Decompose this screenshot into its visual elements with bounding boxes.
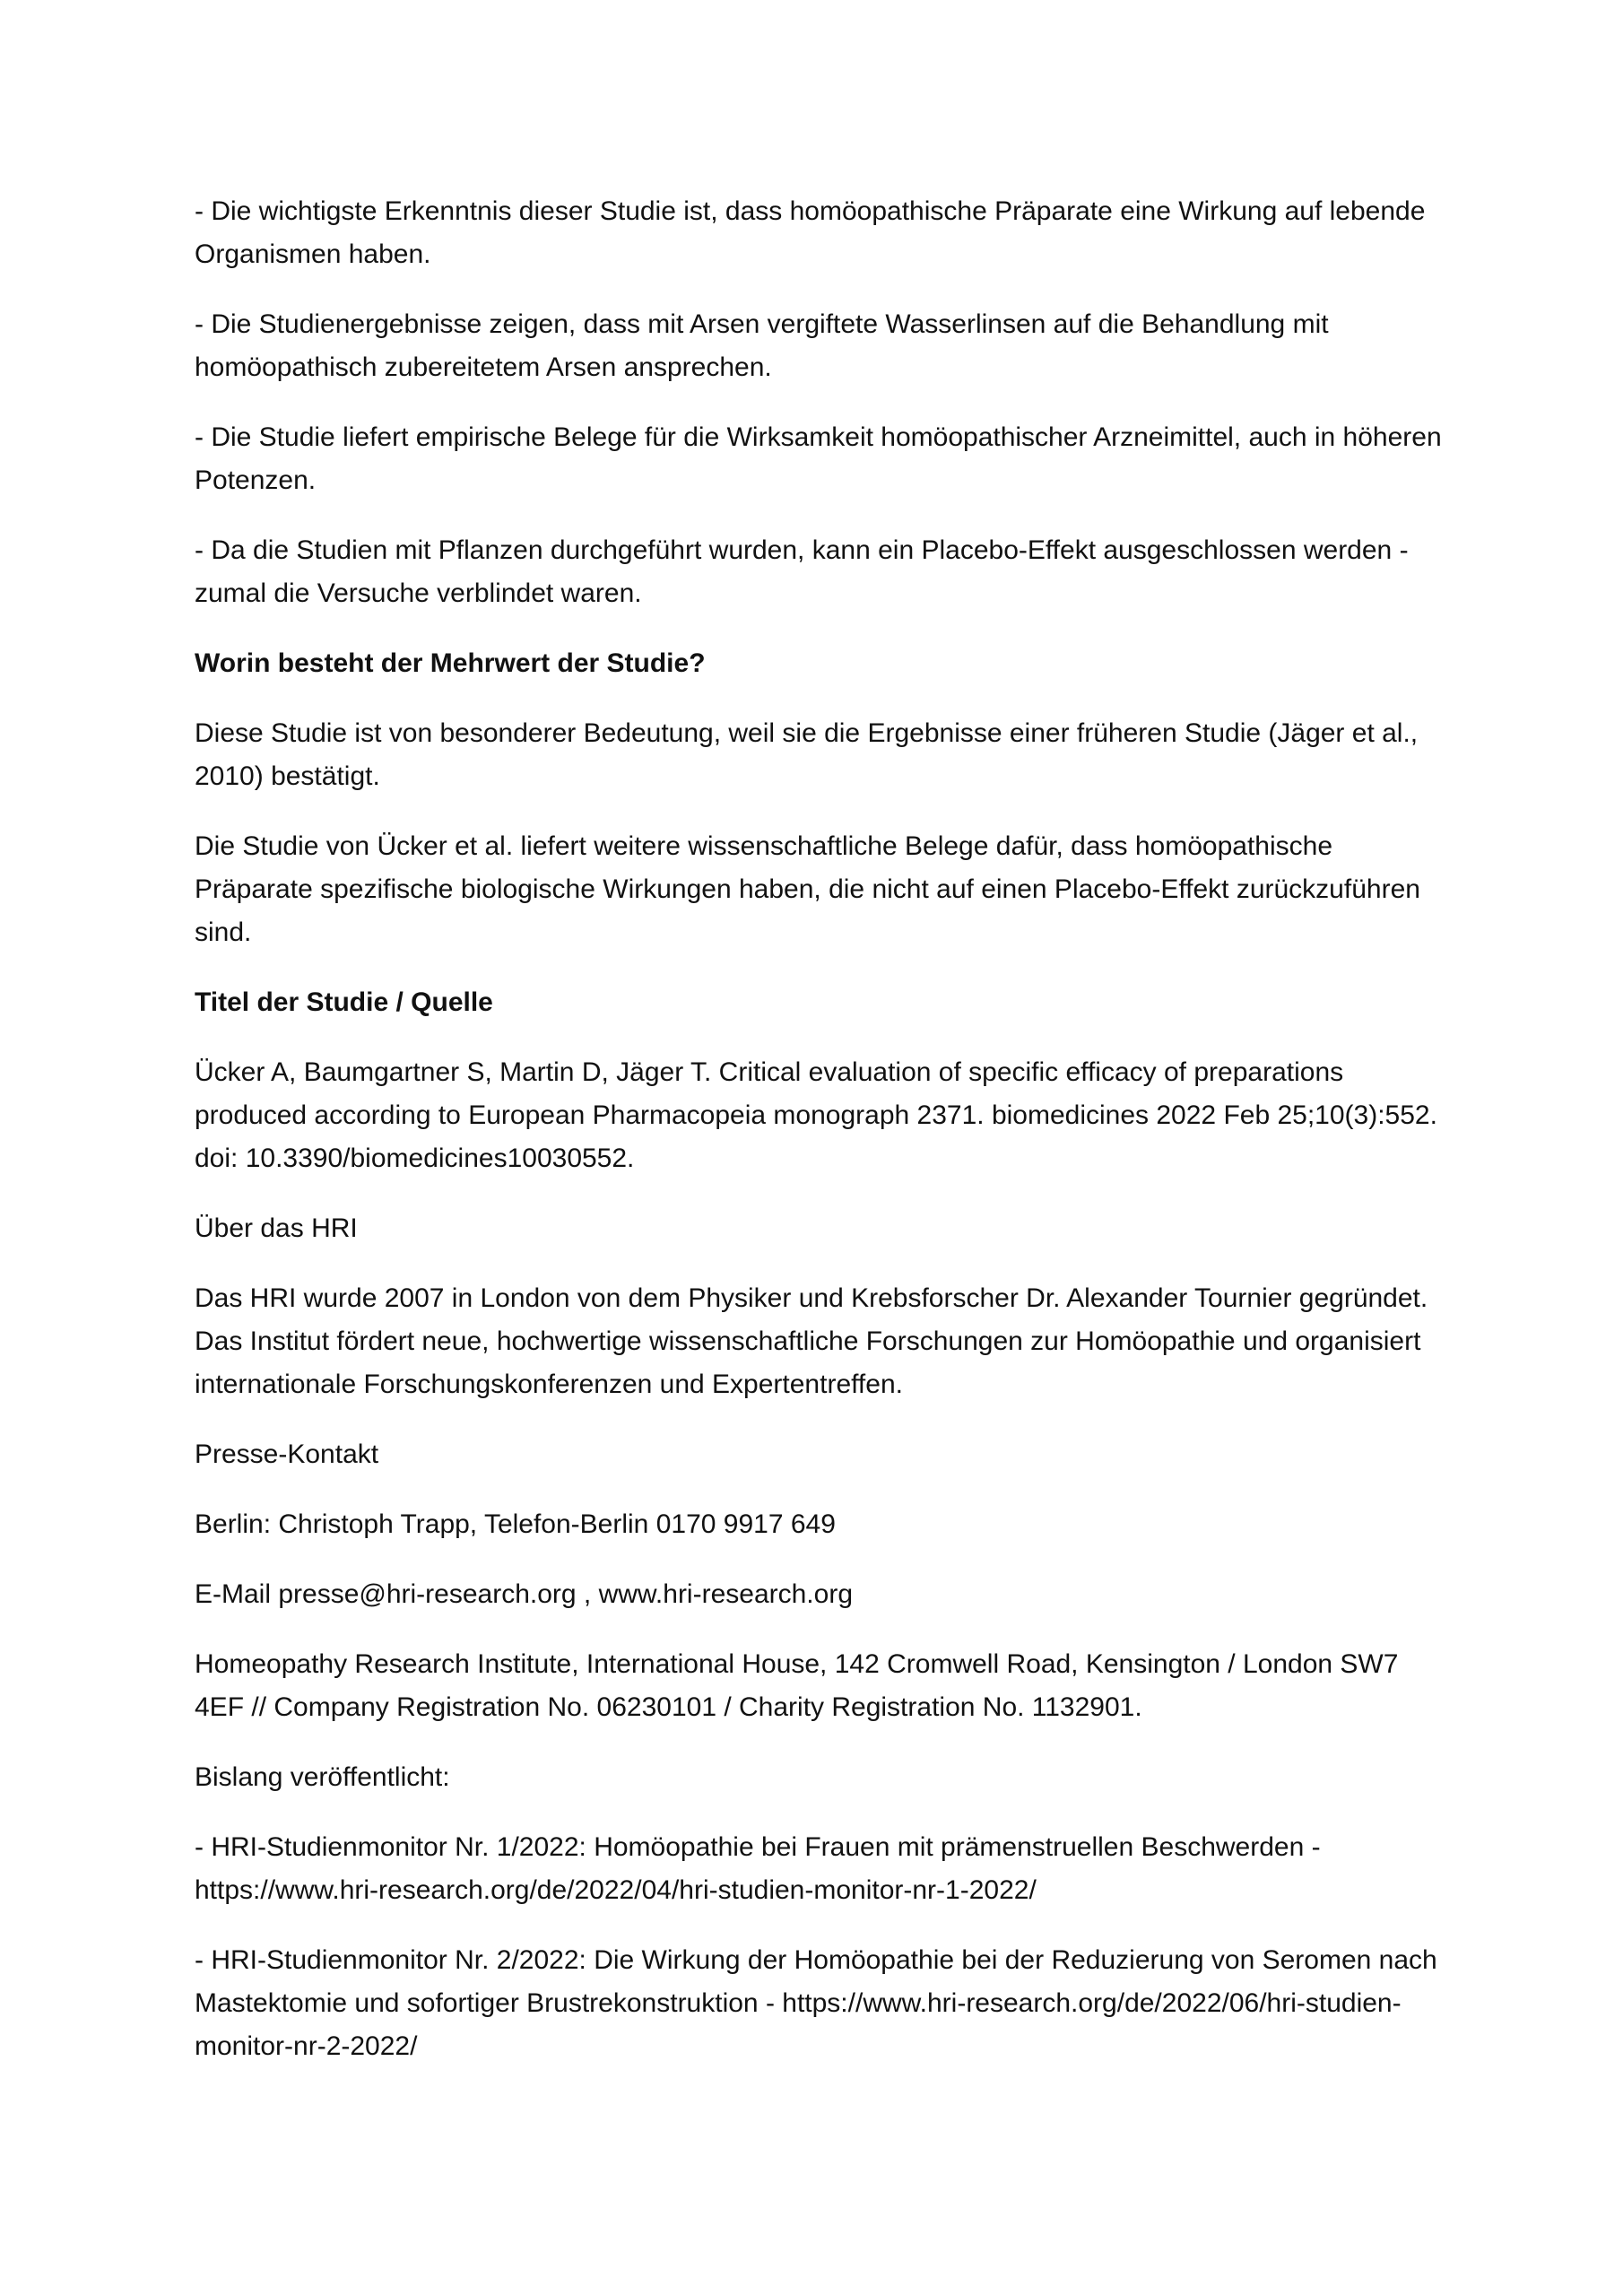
published-item: - HRI-Studienmonitor Nr. 1/2022: Homöopathie bei Frauen mit prämenstruellen Beschwerden - https://www.hri-research.org/de/2022/04/hri-studien-monitor-nr-1-2022/ bbox=[195, 1832, 1321, 1905]
heading-press-contact: Presse-Kontakt bbox=[195, 1439, 379, 1469]
bullet-study-results: - Die Studienergebnisse zeigen, dass mit Arsen vergiftete Wasserlinsen auf die Behandlung mit homöopathisch zubereitetem Arsen ansprechen. bbox=[195, 309, 1329, 382]
paragraph-significance: Diese Studie ist von besonderer Bedeutung, weil sie die Ergebnisse einer früheren Studie (Jäger et al., 2010) bestätigt. bbox=[195, 718, 1419, 791]
document-body bbox=[195, 190, 1450, 2095]
source-citation: Ücker A, Baumgartner S, Martin D, Jäger T. Critical evaluation of specific efficacy of preparations produced according to European Pharmacopeia monograph 2371. biomedicines 2022 Feb 25;10(3):552. doi: 10.3390/biomedicines10030552. bbox=[195, 1057, 1437, 1173]
paragraph-further-evidence: Die Studie von Ücker et al. liefert weitere wissenschaftliche Belege dafür, dass homöopathische Präparate spezifische biologische Wirkungen haben, die nicht auf einen Placebo-Effekt zurückzuführen sind. bbox=[195, 831, 1420, 947]
bullet-key-finding: - Die wichtigste Erkenntnis dieser Studie ist, dass homöopathische Präparate eine Wirkung auf lebende Organismen haben. bbox=[195, 196, 1426, 269]
press-contact-email: E-Mail presse@hri-research.org , www.hri-research.org bbox=[195, 1579, 854, 1609]
paragraph-about-hri: Das HRI wurde 2007 in London von dem Physiker und Krebsforscher Dr. Alexander Tournier gegründet. Das Institut fördert neue, hochwertige wissenschaftliche Forschungen zur Homöopathie und organisiert internationale Forschungskonferenzen und Expertentreffen. bbox=[195, 1283, 1428, 1399]
press-contact-berlin: Berlin: Christoph Trapp, Telefon-Berlin 0170 9917 649 bbox=[195, 1509, 836, 1539]
heading-about-hri: Über das HRI bbox=[195, 1213, 358, 1243]
bullet-placebo-excluded: - Da die Studien mit Pflanzen durchgeführt wurden, kann ein Placebo-Effekt ausgeschlossen werden - zumal die Versuche verblindet waren. bbox=[195, 535, 1409, 608]
bullet-empirical-evidence: - Die Studie liefert empirische Belege für die Wirksamkeit homöopathischer Arzneimittel, auch in höheren Potenzen. bbox=[195, 422, 1442, 495]
published-item: - HRI-Studienmonitor Nr. 2/2022: Die Wirkung der Homöopathie bei der Reduzierung von Seromen nach Mastektomie und sofortiger Brustrekonstruktion - https://www.hri-research.org/de/2022/06/hri-studien-monitor-nr-2-2022/ bbox=[195, 1945, 1437, 2061]
heading-published-so-far: Bislang veröffentlicht: bbox=[195, 1762, 450, 1792]
heading-added-value: Worin besteht der Mehrwert der Studie? bbox=[195, 648, 706, 678]
press-contact-address: Homeopathy Research Institute, International House, 142 Cromwell Road, Kensington / London SW7 4EF // Company Registration No. 06230101 / Charity Registration No. 1132901. bbox=[195, 1649, 1399, 1722]
heading-study-source: Titel der Studie / Quelle bbox=[195, 987, 493, 1017]
